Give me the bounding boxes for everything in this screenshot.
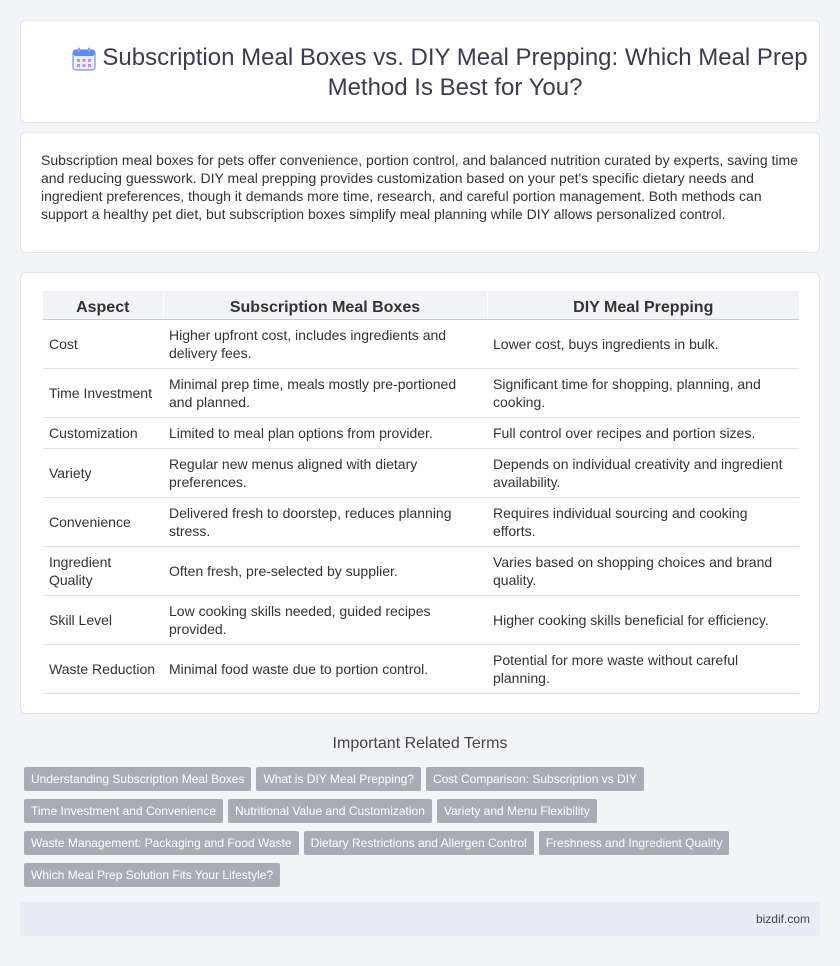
related-terms-list — [24, 767, 824, 895]
row-diy: Higher cooking skills beneficial for efficiency. — [487, 595, 799, 644]
footer — [20, 902, 820, 936]
row-aspect: Customization — [43, 417, 163, 448]
row-diy: Requires individual sourcing and cooking efforts. — [487, 497, 799, 546]
table-header-row — [43, 291, 799, 319]
footer-site-link[interactable]: bizdif.com — [755, 912, 810, 926]
header-subscription: Subscription Meal Boxes — [163, 291, 487, 319]
related-term-tag[interactable]: Which Meal Prep Solution Fits Your Lifestyle? — [24, 863, 280, 887]
table-row — [43, 546, 799, 595]
table-row — [43, 595, 799, 644]
comparison-table-card — [20, 272, 820, 714]
related-term-tag[interactable]: Dietary Restrictions and Allergen Control — [304, 831, 534, 855]
row-diy: Significant time for shopping, planning, and cooking. — [487, 368, 799, 417]
row-diy: Potential for more waste without careful planning. — [487, 644, 799, 693]
row-subscription: Limited to meal plan options from provider. — [163, 417, 487, 448]
row-aspect: Waste Reduction — [43, 644, 163, 693]
table-row — [43, 319, 799, 368]
header-aspect: Aspect — [43, 291, 163, 319]
summary-text: Subscription meal boxes for pets offer convenience, portion control, and balanced nutrition curated by experts, saving time and reducing guesswork. DIY meal prepping provides customization based on your pet's specific dietary needs and ingredient preferences, though it demands more time, research, and careful portion management. Both methods can support a healthy pet diet, but subscription boxes simplify meal planning while DIY allows personalized control. — [41, 152, 798, 222]
row-aspect: Time Investment — [43, 368, 163, 417]
table-row — [43, 368, 799, 417]
row-subscription: Often fresh, pre-selected by supplier. — [163, 546, 487, 595]
row-aspect: Convenience — [43, 497, 163, 546]
row-subscription: Low cooking skills needed, guided recipes provided. — [163, 595, 487, 644]
row-diy: Full control over recipes and portion sizes. — [487, 417, 799, 448]
related-term-tag[interactable]: Waste Management: Packaging and Food Waste — [24, 831, 299, 855]
related-terms-title: Important Related Terms — [332, 735, 508, 752]
header-diy: DIY Meal Prepping — [487, 291, 799, 319]
related-term-tag[interactable]: Time Investment and Convenience — [24, 799, 223, 823]
row-subscription: Minimal prep time, meals mostly pre-portioned and planned. — [163, 368, 487, 417]
related-term-tag[interactable]: Freshness and Ingredient Quality — [539, 831, 730, 855]
table-row — [43, 644, 799, 693]
row-aspect: Ingredient Quality — [43, 546, 163, 595]
row-diy: Varies based on shopping choices and brand quality. — [487, 546, 799, 595]
related-term-tag[interactable]: Variety and Menu Flexibility — [437, 799, 597, 823]
related-term-tag[interactable]: Nutritional Value and Customization — [228, 799, 432, 823]
table-row — [43, 417, 799, 448]
row-diy: Depends on individual creativity and ingredient availability. — [487, 448, 799, 497]
row-subscription: Minimal food waste due to portion control. — [163, 644, 487, 693]
title-card — [20, 20, 820, 123]
related-term-tag[interactable]: What is DIY Meal Prepping? — [256, 767, 421, 791]
row-aspect: Variety — [43, 448, 163, 497]
row-subscription: Delivered fresh to doorstep, reduces planning stress. — [163, 497, 487, 546]
table-row — [43, 448, 799, 497]
table-row — [43, 497, 799, 546]
row-aspect: Cost — [43, 319, 163, 368]
comparison-table — [43, 291, 799, 694]
page-title: Subscription Meal Boxes vs. DIY Meal Prepping: Which Meal Prep Method Is Best for You? — [102, 44, 808, 101]
related-term-tag[interactable]: Cost Comparison: Subscription vs DIY — [426, 767, 644, 791]
row-subscription: Regular new menus aligned with dietary preferences. — [163, 448, 487, 497]
row-subscription: Higher upfront cost, includes ingredients and delivery fees. — [163, 319, 487, 368]
row-aspect: Skill Level — [43, 595, 163, 644]
summary-card — [20, 132, 820, 253]
row-diy: Lower cost, buys ingredients in bulk. — [487, 319, 799, 368]
related-term-tag[interactable]: Understanding Subscription Meal Boxes — [24, 767, 251, 791]
